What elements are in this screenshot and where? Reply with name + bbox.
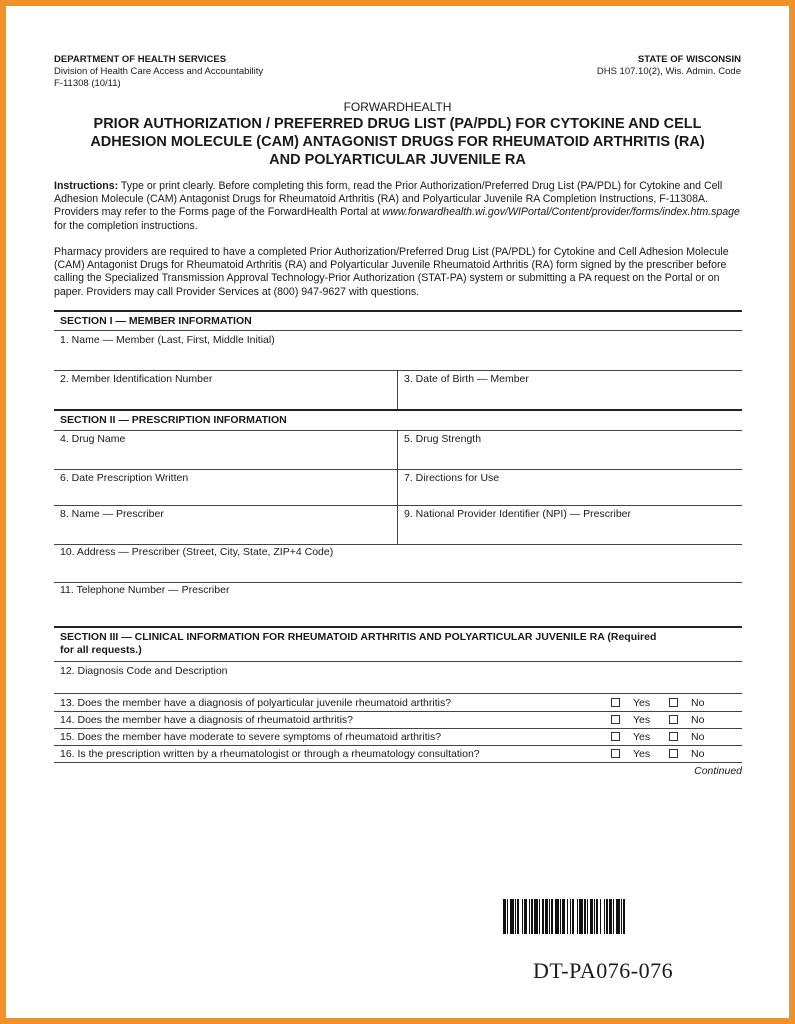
field-prescriber-phone[interactable]: 11. Telephone Number — Prescriber xyxy=(60,584,230,596)
question-16: 16. Is the prescription written by a rheumatologist or through a rheumatology consultation? xyxy=(60,748,480,760)
question-13: 13. Does the member have a diagnosis of polyarticular juvenile rheumatoid arthritis? xyxy=(60,697,452,709)
title-line-1: PRIOR AUTHORIZATION / PREFERRED DRUG LIST (PA/PDL) FOR CYTOKINE AND CELL xyxy=(93,116,702,132)
divider xyxy=(397,370,398,409)
field-member-dob[interactable]: 3. Date of Birth — Member xyxy=(404,373,529,385)
form-title xyxy=(54,115,741,169)
title-forwardhealth: FORWARDHEALTH xyxy=(343,100,452,114)
checkbox-q16-no[interactable] xyxy=(669,749,678,758)
section3-heading xyxy=(60,631,656,657)
rule xyxy=(54,661,742,662)
field-prescriber-address[interactable]: 10. Address — Prescriber (Street, City, State, ZIP+4 Code) xyxy=(60,546,334,558)
continued-note: Continued xyxy=(694,765,742,777)
divider xyxy=(397,469,398,505)
question-15: 15. Does the member have moderate to severe symptoms of rheumatoid arthritis? xyxy=(60,731,442,743)
label-no: No xyxy=(691,748,705,760)
label-yes: Yes xyxy=(633,731,651,743)
division-name: Division of Health Care Access and Accountability xyxy=(54,66,264,77)
header-right xyxy=(597,54,741,78)
divider xyxy=(397,430,398,469)
rule xyxy=(54,728,742,729)
label-no: No xyxy=(691,697,705,709)
checkbox-q14-no[interactable] xyxy=(669,715,678,724)
rule xyxy=(54,745,742,746)
checkbox-q13-no[interactable] xyxy=(669,698,678,707)
section1-top-rule xyxy=(54,310,742,312)
field-directions[interactable]: 7. Directions for Use xyxy=(404,472,500,484)
section3-heading-line-1: SECTION III — CLINICAL INFORMATION FOR RHEUMATOID ARTHRITIS AND POLYARTICULAR JUVENILE RA (Required xyxy=(60,631,657,643)
checkbox-q14-yes[interactable] xyxy=(611,715,620,724)
checkbox-q13-yes[interactable] xyxy=(611,698,620,707)
field-date-written[interactable]: 6. Date Prescription Written xyxy=(60,472,189,484)
form-code: DT-PA076-076 xyxy=(533,958,674,983)
label-yes: Yes xyxy=(633,697,651,709)
state-name: STATE OF WISCONSIN xyxy=(637,54,741,65)
checkbox-q16-yes[interactable] xyxy=(611,749,620,758)
label-yes: Yes xyxy=(633,748,651,760)
form-id: F-11308 (10/11) xyxy=(54,78,121,89)
rule xyxy=(54,430,742,431)
rule xyxy=(54,582,742,583)
instructions-paragraph xyxy=(54,180,744,233)
field-prescriber-npi[interactable]: 9. National Provider Identifier (NPI) — Prescriber xyxy=(404,508,631,520)
field-member-id[interactable]: 2. Member Identification Number xyxy=(60,373,213,385)
field-drug-strength[interactable]: 5. Drug Strength xyxy=(404,433,482,445)
barcode-image xyxy=(503,899,731,934)
rule xyxy=(54,505,742,506)
field-diagnosis-code[interactable]: 12. Diagnosis Code and Description xyxy=(60,665,228,677)
portal-link[interactable]: www.forwardhealth.wi.gov/WIPortal/Content/provider/forms/index.htm.spage xyxy=(382,206,740,219)
rule xyxy=(54,693,742,694)
header-left xyxy=(54,54,263,90)
dept-name: DEPARTMENT OF HEALTH SERVICES xyxy=(54,54,227,65)
rule xyxy=(54,370,742,371)
field-prescriber-name[interactable]: 8. Name — Prescriber xyxy=(60,508,164,520)
field-drug-name[interactable]: 4. Drug Name xyxy=(60,433,126,445)
section2-heading: SECTION II — PRESCRIPTION INFORMATION xyxy=(60,414,287,426)
instructions-text-1: Type or print clearly. Before completing this form, read the Prior Authorization/Preferred Drug List (PA/PDL) for Cytokine and Cell Adhesion Molecule (CAM) Antagonist Drugs for Rheumatoid Arthritis (RA) and Polyarticular Juvenile RA Completion Instructions, F-11308A. Providers may refer to the Forms page of the ForwardHealth Portal at xyxy=(54,180,723,219)
label-no: No xyxy=(691,731,705,743)
divider xyxy=(397,505,398,544)
title-line-3: AND POLYARTICULAR JUVENILE RA xyxy=(269,152,526,168)
checkbox-q15-yes[interactable] xyxy=(611,732,620,741)
section2-top-rule xyxy=(54,409,742,411)
rule xyxy=(54,762,742,763)
admin-code: DHS 107.10(2), Wis. Admin. Code xyxy=(596,66,741,77)
question-14: 14. Does the member have a diagnosis of rheumatoid arthritis? xyxy=(60,714,353,726)
label-no: No xyxy=(691,714,705,726)
instructions-text-2: for the completion instructions. xyxy=(54,219,198,232)
rule xyxy=(54,330,742,331)
rule xyxy=(54,544,742,545)
label-yes: Yes xyxy=(633,714,651,726)
section1-heading: SECTION I — MEMBER INFORMATION xyxy=(60,315,252,327)
instructions-label: Instructions: xyxy=(54,180,119,192)
rule xyxy=(54,469,742,470)
checkbox-q15-no[interactable] xyxy=(669,732,678,741)
rule xyxy=(54,711,742,712)
pharmacy-paragraph: Pharmacy providers are required to have a completed Prior Authorization/Preferred Drug List (PA/PDL) for Cytokine and Cell Adhesion Molecule (CAM) Antagonist Drugs for Rheumatoid Arthritis (RA) and Polyarticular Juvenile Rheumatoid Arthritis (RA) form signed by the prescriber before calling the Specialized Transmission Approval Technology-Prior Authorization (STAT-PA) system or submitting a PA request on the Portal or on paper. Providers may call Provider Services at (800) 947-9627 with questions. xyxy=(54,246,729,298)
section3-heading-line-2: for all requests.) xyxy=(60,644,142,656)
field-member-name[interactable]: 1. Name — Member (Last, First, Middle Initial) xyxy=(60,334,275,346)
section3-top-rule xyxy=(54,626,742,628)
title-line-2: ADHESION MOLECULE (CAM) ANTAGONIST DRUGS FOR RHEUMATOID ARTHRITIS (RA) xyxy=(90,134,705,150)
